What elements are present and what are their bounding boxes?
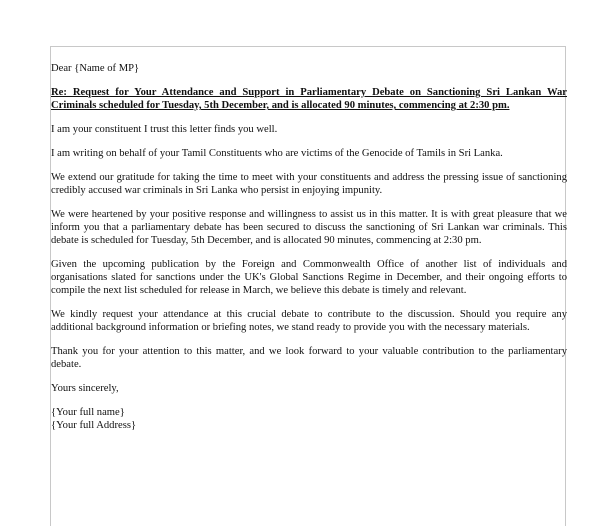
paragraph-purpose: I am writing on behalf of your Tamil Constituents who are victims of the Genocide of Tamils in Sri Lanka.: [51, 148, 503, 159]
paragraph-gratitude: We extend our gratitude for taking the time to meet with your constituents and address the pressing issue of sanctioning credibly accused war criminals in Sri Lanka who persist in enjoying impunity.: [51, 172, 567, 196]
signature-block: [51, 406, 567, 432]
signature-address: {Your full Address}: [51, 420, 137, 431]
paragraph-debate-details: We were heartened by your positive response and willingness to assist us in this matter. It is with great pleasure that we inform you that a parliamentary debate has been secured to discuss the sanctioning of Sri Lankan war criminals. This debate is scheduled for Tuesday, 5th December, and is allocated 90 minutes, commencing at 2:30 pm.: [51, 209, 567, 246]
signature-name: {Your full name}: [51, 407, 125, 418]
paragraph-request: We kindly request your attendance at this crucial debate to contribute to the discussion. Should you require any additional background information or briefing notes, we stand ready to provide you with the necessary materials.: [51, 309, 567, 333]
paragraph-thanks: Thank you for your attention to this matter, and we look forward to your valuable contribution to the parliamentary debate.: [51, 346, 567, 370]
salutation: Dear {Name of MP}: [51, 63, 140, 74]
paragraph-context: Given the upcoming publication by the Foreign and Commonwealth Office of another list of individuals and organisations slated for sanctions under the UK's Global Sanctions Regime in December, and their ongoing efforts to compile the next list scheduled for release in March, we believe this debate is timely and relevant.: [51, 259, 567, 296]
paragraph-intro: I am your constituent I trust this letter finds you well.: [51, 124, 278, 135]
letter-body: [51, 62, 567, 432]
subject-line: Re: Request for Your Attendance and Support in Parliamentary Debate on Sanctioning Sri Lankan War Criminals scheduled for Tuesday, 5th December, and is allocated 90 minutes, commencing at 2:30 pm.: [51, 87, 567, 111]
closing: Yours sincerely,: [51, 383, 119, 394]
document-page: [50, 46, 566, 526]
